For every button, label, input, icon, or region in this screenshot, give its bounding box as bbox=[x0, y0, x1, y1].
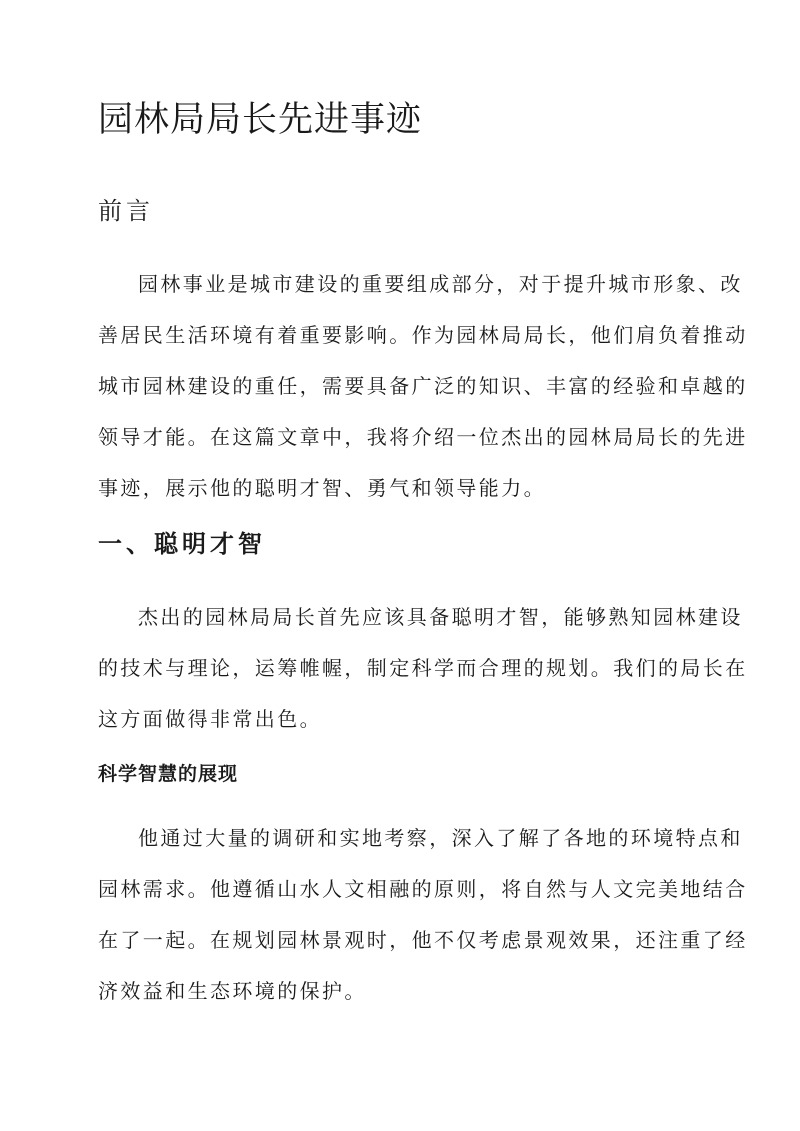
paragraph-line: 园林事业是城市建设的重要组成部分，对于提升城市形象、改 bbox=[138, 272, 743, 296]
document-title: 园林局局长先进事迹 bbox=[98, 100, 423, 140]
paragraph-line: 事迹，展示他的聪明才智、勇气和领导能力。 bbox=[98, 476, 546, 500]
subsection-heading-scientific-wisdom: 科学智慧的展现 bbox=[98, 763, 239, 785]
paragraph-line: 园林需求。他遵循山水人文相融的原则，将自然与人文完美地结合 bbox=[98, 877, 748, 901]
paragraph-line: 领导才能。在这篇文章中，我将介绍一位杰出的园林局局长的先进 bbox=[98, 425, 748, 449]
preface-paragraph bbox=[98, 259, 748, 514]
paragraph-line: 的技术与理论，运筹帷幄，制定科学而合理的规划。我们的局长在 bbox=[98, 656, 748, 680]
paragraph-line: 杰出的园林局局长首先应该具备聪明才智，能够熟知园林建设 bbox=[138, 605, 743, 629]
paragraph-line: 他通过大量的调研和实地考察，深入了解了各地的环境特点和 bbox=[138, 826, 743, 850]
paragraph-line: 城市园林建设的重任，需要具备广泛的知识、丰富的经验和卓越的 bbox=[98, 374, 748, 398]
paragraph-line: 这方面做得非常出色。 bbox=[98, 707, 322, 731]
section-heading-preface: 前言 bbox=[98, 197, 154, 225]
intelligence-paragraph bbox=[98, 592, 748, 745]
section-heading-intelligence: 一、聪明才智 bbox=[98, 529, 266, 558]
paragraph-line: 济效益和生态环境的保护。 bbox=[98, 979, 367, 1003]
paragraph-line: 在了一起。在规划园林景观时，他不仅考虑景观效果，还注重了经 bbox=[98, 928, 748, 952]
paragraph-line: 善居民生活环境有着重要影响。作为园林局局长，他们肩负着推动 bbox=[98, 323, 748, 347]
scientific-wisdom-paragraph bbox=[98, 813, 748, 1017]
